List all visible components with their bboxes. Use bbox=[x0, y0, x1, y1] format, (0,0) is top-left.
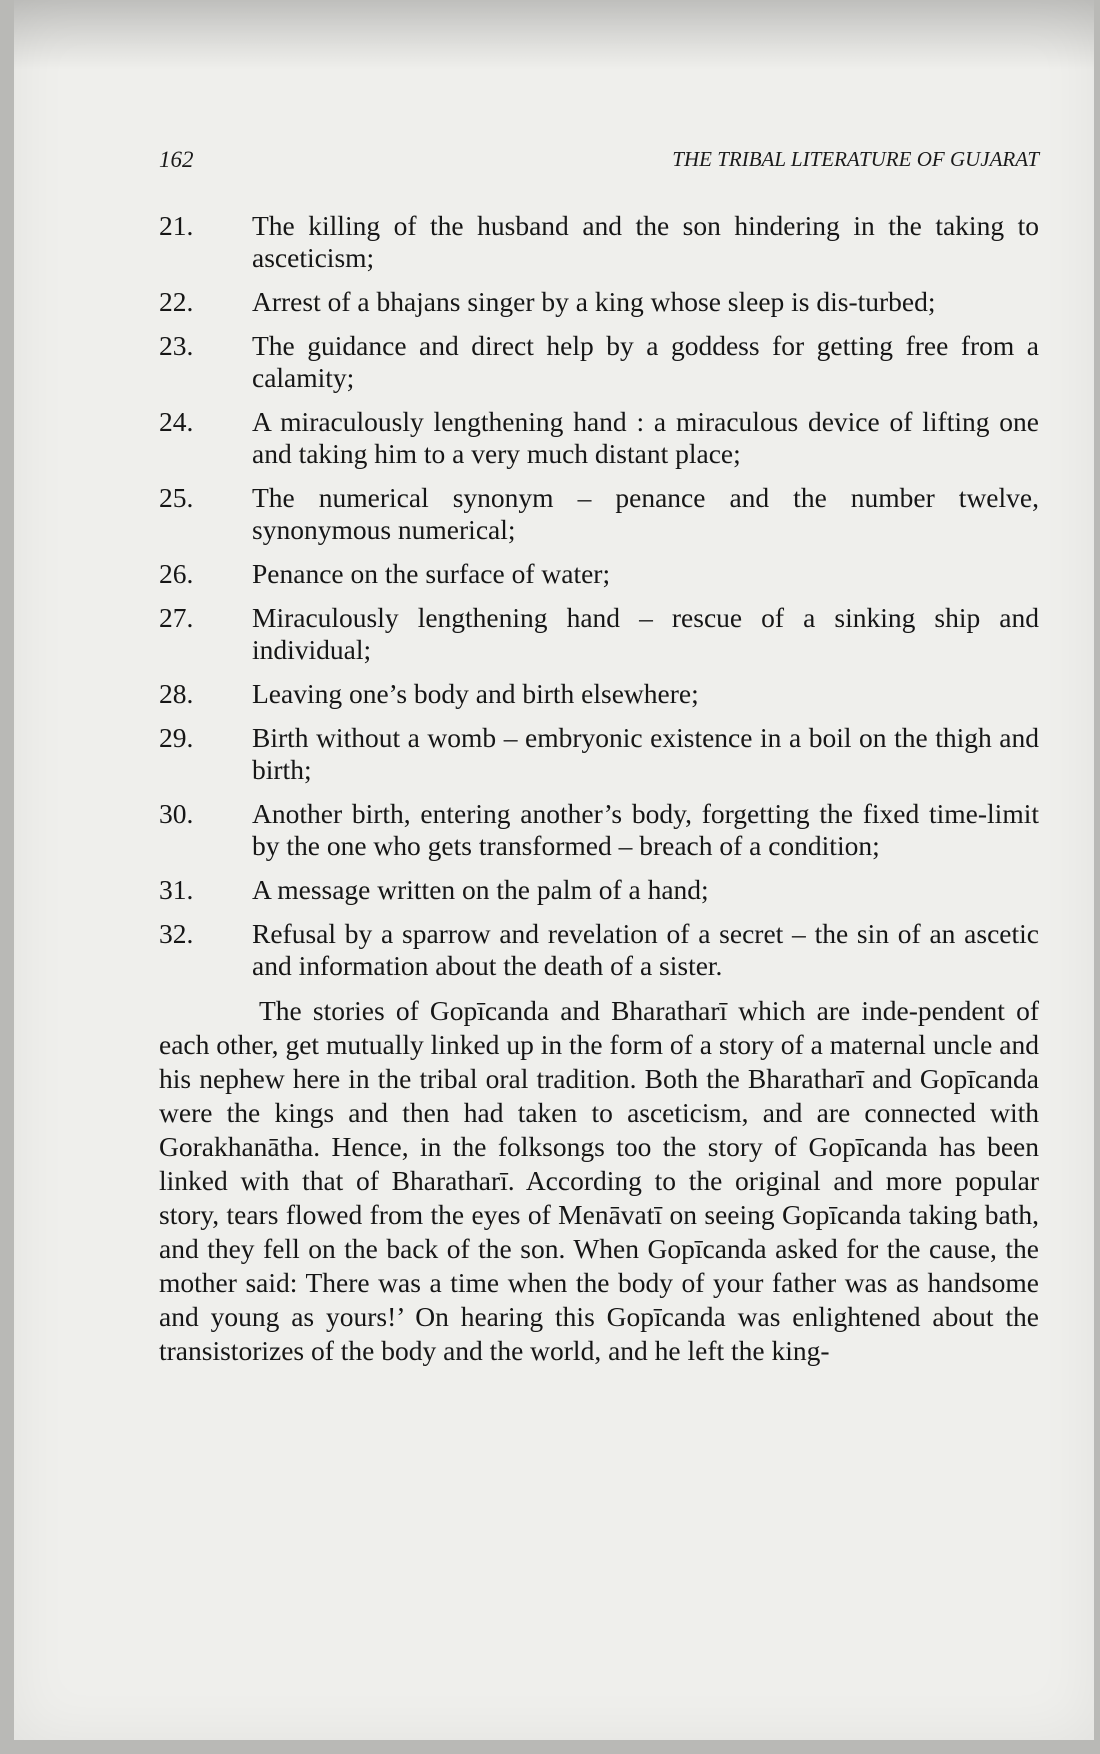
list-item bbox=[159, 286, 1039, 318]
item-text: The killing of the husband and the son hindering in the taking to asceticism; bbox=[252, 210, 1039, 273]
list-item bbox=[159, 722, 1039, 786]
running-title: THE TRIBAL LITERATURE OF GUJARAT bbox=[672, 147, 1039, 171]
page-header bbox=[159, 147, 1039, 179]
item-number: 23. bbox=[159, 330, 194, 361]
list-item bbox=[159, 918, 1039, 982]
item-text: Penance on the surface of water; bbox=[252, 558, 611, 589]
list-item bbox=[159, 678, 1039, 710]
item-text: Leaving one’s body and birth elsewhere; bbox=[252, 678, 699, 709]
item-number: 29. bbox=[159, 722, 194, 753]
page-shadow bbox=[14, 0, 1094, 70]
body-paragraph: The stories of Gopīcanda and Bharatharī which are inde-pendent of each other, get mutually linked up in the form of a story of a maternal uncle and his nephew here in the tribal oral tradition. Both the Bharatharī and Gopīcanda were the kings and then had taken to asceticism, and are connected with Gorakhanātha. Hence, in the folksongs too the story of Gopīcanda has been linked with that of Bharatharī. According to the original and more popular story, tears flowed from the eyes of Menāvatī on seeing Gopīcanda taking bath, and they fell on the back of the son. When Gopīcanda asked for the cause, the mother said: There was a time when the body of your father was as handsome and young as yours!’ On hearing this Gopīcanda was enlightened about the transistorizes of the body and the world, and he left the king- bbox=[159, 995, 1039, 1366]
item-text: The numerical synonym – penance and the number twelve, synonymous numerical; bbox=[252, 482, 1039, 545]
item-text: Arrest of a bhajans singer by a king whose sleep is dis-turbed; bbox=[252, 286, 936, 317]
list-item bbox=[159, 558, 1039, 590]
list-item bbox=[159, 406, 1039, 470]
numbered-list bbox=[159, 210, 1039, 982]
item-number: 28. bbox=[159, 678, 194, 709]
item-number: 21. bbox=[159, 210, 194, 241]
list-item bbox=[159, 874, 1039, 906]
item-number: 27. bbox=[159, 602, 194, 633]
item-text: A message written on the palm of a hand; bbox=[252, 874, 709, 905]
item-number: 25. bbox=[159, 482, 194, 513]
item-text: A miraculously lengthening hand : a miraculous device of lifting one and taking him to a very much distant place; bbox=[252, 406, 1039, 469]
list-item bbox=[159, 482, 1039, 546]
list-item bbox=[159, 210, 1039, 274]
item-number: 22. bbox=[159, 286, 194, 317]
item-number: 32. bbox=[159, 918, 194, 949]
item-text: Another birth, entering another’s body, forgetting the fixed time-limit by the one who gets transformed – breach of a condition; bbox=[252, 798, 1039, 861]
item-number: 30. bbox=[159, 798, 194, 829]
item-text: Miraculously lengthening hand – rescue of a sinking ship and individual; bbox=[252, 602, 1039, 665]
item-text: Birth without a womb – embryonic existence in a boil on the thigh and birth; bbox=[252, 722, 1039, 785]
item-text: Refusal by a sparrow and revelation of a secret – the sin of an ascetic and information about the death of a sister. bbox=[252, 918, 1039, 981]
item-number: 24. bbox=[159, 406, 194, 437]
page-content bbox=[159, 210, 1039, 1368]
page-number: 162 bbox=[159, 147, 194, 172]
item-number: 31. bbox=[159, 874, 194, 905]
item-text: The guidance and direct help by a goddess for getting free from a calamity; bbox=[252, 330, 1039, 393]
list-item bbox=[159, 602, 1039, 666]
item-number: 26. bbox=[159, 558, 194, 589]
book-page bbox=[14, 0, 1094, 1740]
list-item bbox=[159, 798, 1039, 862]
list-item bbox=[159, 330, 1039, 394]
